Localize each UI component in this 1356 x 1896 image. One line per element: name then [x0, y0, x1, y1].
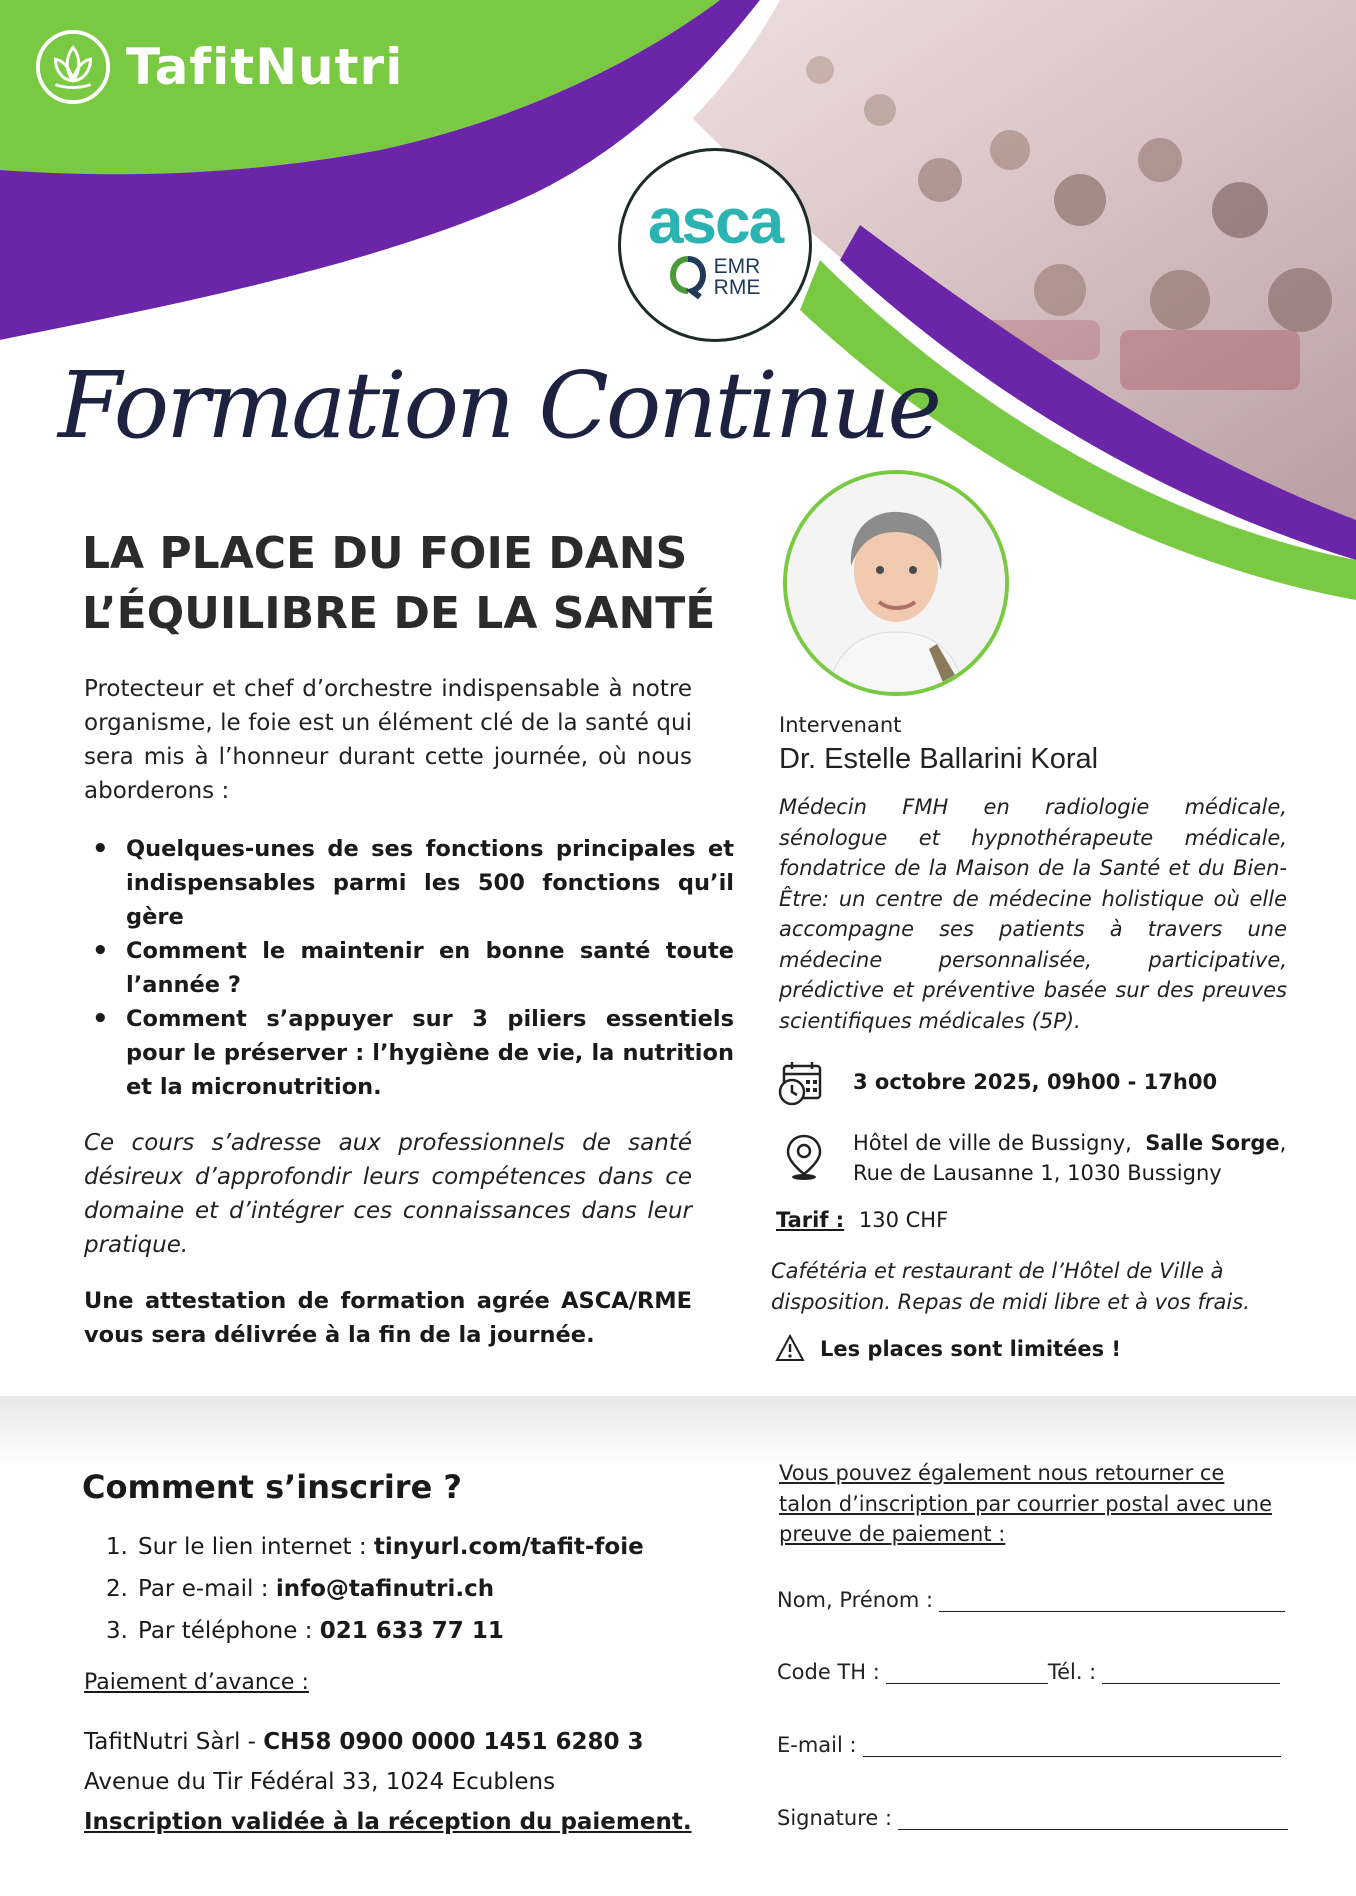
- location-pin-icon: [782, 1132, 832, 1182]
- registration-title: Comment s’inscrire ?: [82, 1468, 462, 1506]
- item-label: Par e-mail :: [138, 1576, 269, 1602]
- section-divider: [0, 1396, 1356, 1466]
- email-field[interactable]: [777, 1733, 1281, 1757]
- registration-phone[interactable]: 021 633 77 11: [319, 1618, 504, 1644]
- speaker-photo: [783, 470, 1009, 696]
- payment-details: [84, 1722, 692, 1842]
- main-title-line-2: L’ÉQUILIBRE DE LA SANTÉ: [82, 588, 716, 639]
- list-item: [82, 1610, 644, 1652]
- tarif-label: Tarif :: [776, 1208, 845, 1232]
- calendar-clock-icon: [776, 1058, 826, 1108]
- item-number: 1.: [106, 1534, 128, 1560]
- script-title: Formation Continue: [58, 352, 939, 459]
- tel-line[interactable]: [1102, 1661, 1280, 1684]
- topics-list: [84, 832, 734, 1104]
- tarif: [776, 1208, 948, 1232]
- payment-iban: CH58 0900 0000 1451 6280 3: [263, 1729, 644, 1755]
- event-location: [853, 1128, 1286, 1188]
- code-label: Code TH :: [777, 1660, 880, 1684]
- registration-email[interactable]: info@tafinutri.ch: [275, 1576, 495, 1602]
- payment-company: TafitNutri Sàrl -: [84, 1729, 256, 1755]
- event-date: 3 octobre 2025, 09h00 - 17h00: [853, 1070, 1218, 1094]
- list-item: • Comment s’appuyer sur 3 piliers essentiels pour le préserver : l’hygiène de vie, la nutrition et la micronutrition.: [126, 1002, 734, 1104]
- emr-q-icon: [670, 255, 706, 299]
- name-label: Nom, Prénom :: [777, 1588, 934, 1612]
- list-item: [82, 1526, 644, 1568]
- item-label: Sur le lien internet :: [138, 1534, 367, 1560]
- location-venue: Hôtel de ville de Bussigny,: [853, 1131, 1132, 1155]
- item-number: 2.: [106, 1576, 128, 1602]
- email-line[interactable]: [863, 1734, 1281, 1757]
- main-title: [82, 524, 722, 644]
- rme-label: RME: [713, 276, 761, 299]
- attestation-paragraph: Une attestation de formation agrée ASCA/RME vous sera délivrée à la fin de la journée.: [84, 1288, 692, 1348]
- list-item: [82, 1568, 644, 1610]
- signature-label: Signature :: [777, 1806, 893, 1830]
- asca-logo-text: asca: [647, 185, 783, 257]
- brand: [34, 28, 403, 106]
- tel-label: Tél. :: [1047, 1660, 1097, 1684]
- registration-methods: [82, 1526, 644, 1652]
- item-label: Par téléphone :: [138, 1618, 313, 1644]
- warning-icon: [775, 1334, 805, 1362]
- speaker-name: Dr. Estelle Ballarini Koral: [779, 743, 1099, 775]
- signature-line[interactable]: [898, 1807, 1288, 1830]
- location-suffix: ,: [1279, 1131, 1287, 1155]
- location-room: Salle Sorge: [1145, 1131, 1280, 1155]
- speaker-role: Intervenant: [779, 713, 902, 737]
- payment-address: Avenue du Tir Fédéral 33, 1024 Ecublens: [84, 1769, 556, 1795]
- list-item: • Comment le maintenir en bonne santé toute l’année ?: [126, 934, 734, 1002]
- email-label: E-mail :: [777, 1733, 857, 1757]
- payment-label: Paiement d’avance :: [84, 1670, 309, 1695]
- postal-form-intro: Vous pouvez également nous retourner ce talon d’inscription par courrier postal avec une preuve de paiement :: [779, 1461, 1272, 1546]
- location-address: Rue de Lausanne 1, 1030 Bussigny: [853, 1161, 1222, 1185]
- cafeteria-note: Cafétéria et restaurant de l’Hôtel de Ville à disposition. Repas de midi libre et à vos frais.: [771, 1259, 1250, 1314]
- limited-places: Les places sont limitées !: [820, 1337, 1121, 1361]
- audience-paragraph: Ce cours s’adresse aux professionnels de santé désireux d’approfondir leurs compétences dans ce domaine et d’intégrer ces connaissances dans leur pratique.: [84, 1130, 692, 1258]
- signature-field[interactable]: [777, 1806, 1288, 1830]
- code-line[interactable]: [886, 1661, 1048, 1684]
- item-number: 3.: [106, 1618, 128, 1644]
- emr-rme-logo: [670, 255, 761, 299]
- speaker-portrait: [787, 474, 1005, 692]
- accreditation-badge: [618, 148, 812, 342]
- payment-note: Inscription validée à la réception du paiement.: [84, 1809, 692, 1835]
- lotus-icon: [34, 28, 112, 106]
- intro-paragraph: Protecteur et chef d’orchestre indispensable à notre organisme, le foie est un élément clé de la santé qui sera mis à l’honneur durant cette journée, où nous aborderons :: [84, 676, 692, 804]
- emr-label: EMR: [713, 255, 761, 278]
- name-field[interactable]: [777, 1588, 1285, 1612]
- code-tel-field[interactable]: [777, 1660, 1280, 1684]
- tarif-value: 130 CHF: [858, 1208, 949, 1232]
- name-line[interactable]: [939, 1589, 1285, 1612]
- registration-link[interactable]: tinyurl.com/tafit-foie: [373, 1534, 644, 1560]
- list-item: • Quelques-unes de ses fonctions principales et indispensables parmi les 500 fonctions qu’il gère: [126, 832, 734, 934]
- speaker-bio: Médecin FMH en radiologie médicale, sénologue et hypnothérapeute médicale, fondatrice de la Maison de la Santé et du Bien-Être: un centre de médecine holistique où elle accompagne ses patients à travers une médecine personnalisée, participative, prédictive et préventive basée sur des preuves scientifiques médicales (5P).: [779, 795, 1287, 1033]
- main-title-line-1: LA PLACE DU FOIE DANS: [82, 528, 688, 579]
- brand-name: TafitNutri: [126, 38, 404, 96]
